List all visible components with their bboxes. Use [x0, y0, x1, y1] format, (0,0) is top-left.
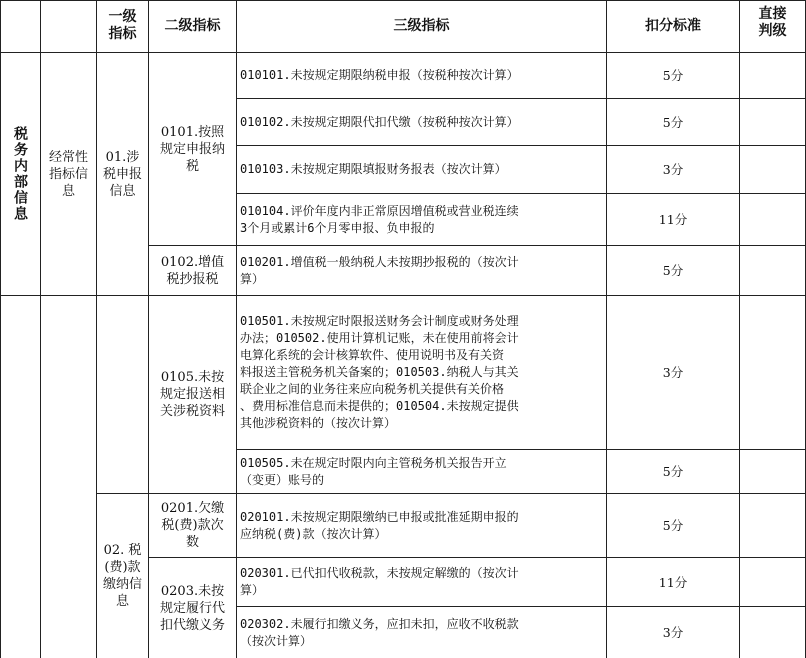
score-010102: 5分 — [607, 99, 740, 146]
category-blank — [0, 296, 41, 658]
score-010103: 3分 — [607, 146, 740, 194]
row-010102: 010102.未按规定期限代扣代缴（按税种按次计算） — [237, 99, 607, 146]
direct-010102 — [740, 99, 806, 146]
direct-020301 — [740, 558, 806, 607]
row-010505: 010505.未在规定时限内向主管税务机关报告开立 （变更）账号的 — [237, 450, 607, 494]
header-direct-grade: 直接 判级 — [740, 0, 806, 53]
header-level3: 三级指标 — [237, 0, 607, 53]
score-010501: 3分 — [607, 296, 740, 450]
header-blank-cell — [0, 0, 41, 53]
score-010104: 11分 — [607, 194, 740, 246]
direct-010101 — [740, 53, 806, 99]
level2-0201: 0201.欠缴 税(费)款次 数 — [149, 494, 237, 558]
category-internal-info: 税务内部信息 — [0, 53, 41, 296]
direct-010505 — [740, 450, 806, 494]
score-020302: 3分 — [607, 607, 740, 658]
row-010104: 010104.评价年度内非正常原因增值税或营业税连续 3个月或累计6个月零申报、负申报的 — [237, 194, 607, 246]
score-020101: 5分 — [607, 494, 740, 558]
level1-02: 02. 税 (费)款 缴纳信 息 — [97, 494, 149, 658]
level1-blank — [97, 296, 149, 494]
level2-0105: 0105.未按 规定报送相 关涉税资料 — [149, 296, 237, 494]
score-010201: 5分 — [607, 246, 740, 296]
sub-category-regular: 经常性 指标信 息 — [41, 53, 97, 296]
score-010101: 5分 — [607, 53, 740, 99]
header-deduction: 扣分标准 — [607, 0, 740, 53]
row-010501: 010501.未按规定时限报送财务会计制度或财务处理 办法；010502.使用计算机记账，未在使用前将会计 电算化系统的会计核算软件、使用说明书及有关资 料报送主管税务机关备案的；010503.纳税人与其关 联企业之间的业务往来应向税务机关提供有关价格 、费用标准信息而未提供的；010504.未按规定提供 其他涉税资料的（按次计算） — [237, 296, 607, 450]
direct-010501 — [740, 296, 806, 450]
direct-010104 — [740, 194, 806, 246]
level1-01: 01.涉 税申报 信息 — [97, 53, 149, 296]
row-010101: 010101.未按规定期限纳税申报（按税种按次计算） — [237, 53, 607, 99]
row-020101: 020101.未按规定期限缴纳已申报或批准延期申报的 应纳税(费)款（按次计算） — [237, 494, 607, 558]
direct-020101 — [740, 494, 806, 558]
header-level2: 二级指标 — [149, 0, 237, 53]
header-level1: 一级 指标 — [97, 0, 149, 53]
sub-category-blank — [41, 296, 97, 658]
row-010201: 010201.增值税一般纳税人未按期抄报税的（按次计 算） — [237, 246, 607, 296]
row-010103: 010103.未按规定期限填报财务报表（按次计算） — [237, 146, 607, 194]
level2-0102: 0102.增值 税抄报税 — [149, 246, 237, 296]
direct-010201 — [740, 246, 806, 296]
score-020301: 11分 — [607, 558, 740, 607]
row-020302: 020302.未履行扣缴义务，应扣未扣，应收不收税款 （按次计算） — [237, 607, 607, 658]
score-010505: 5分 — [607, 450, 740, 494]
level2-0101: 0101.按照 规定申报纳 税 — [149, 53, 237, 246]
direct-020302 — [740, 607, 806, 658]
row-020301: 020301.已代扣代收税款，未按规定解缴的（按次计 算） — [237, 558, 607, 607]
level2-0203: 0203.未按 规定履行代 扣代缴义务 — [149, 558, 237, 658]
header-blank-cell-2 — [41, 0, 97, 53]
direct-010103 — [740, 146, 806, 194]
